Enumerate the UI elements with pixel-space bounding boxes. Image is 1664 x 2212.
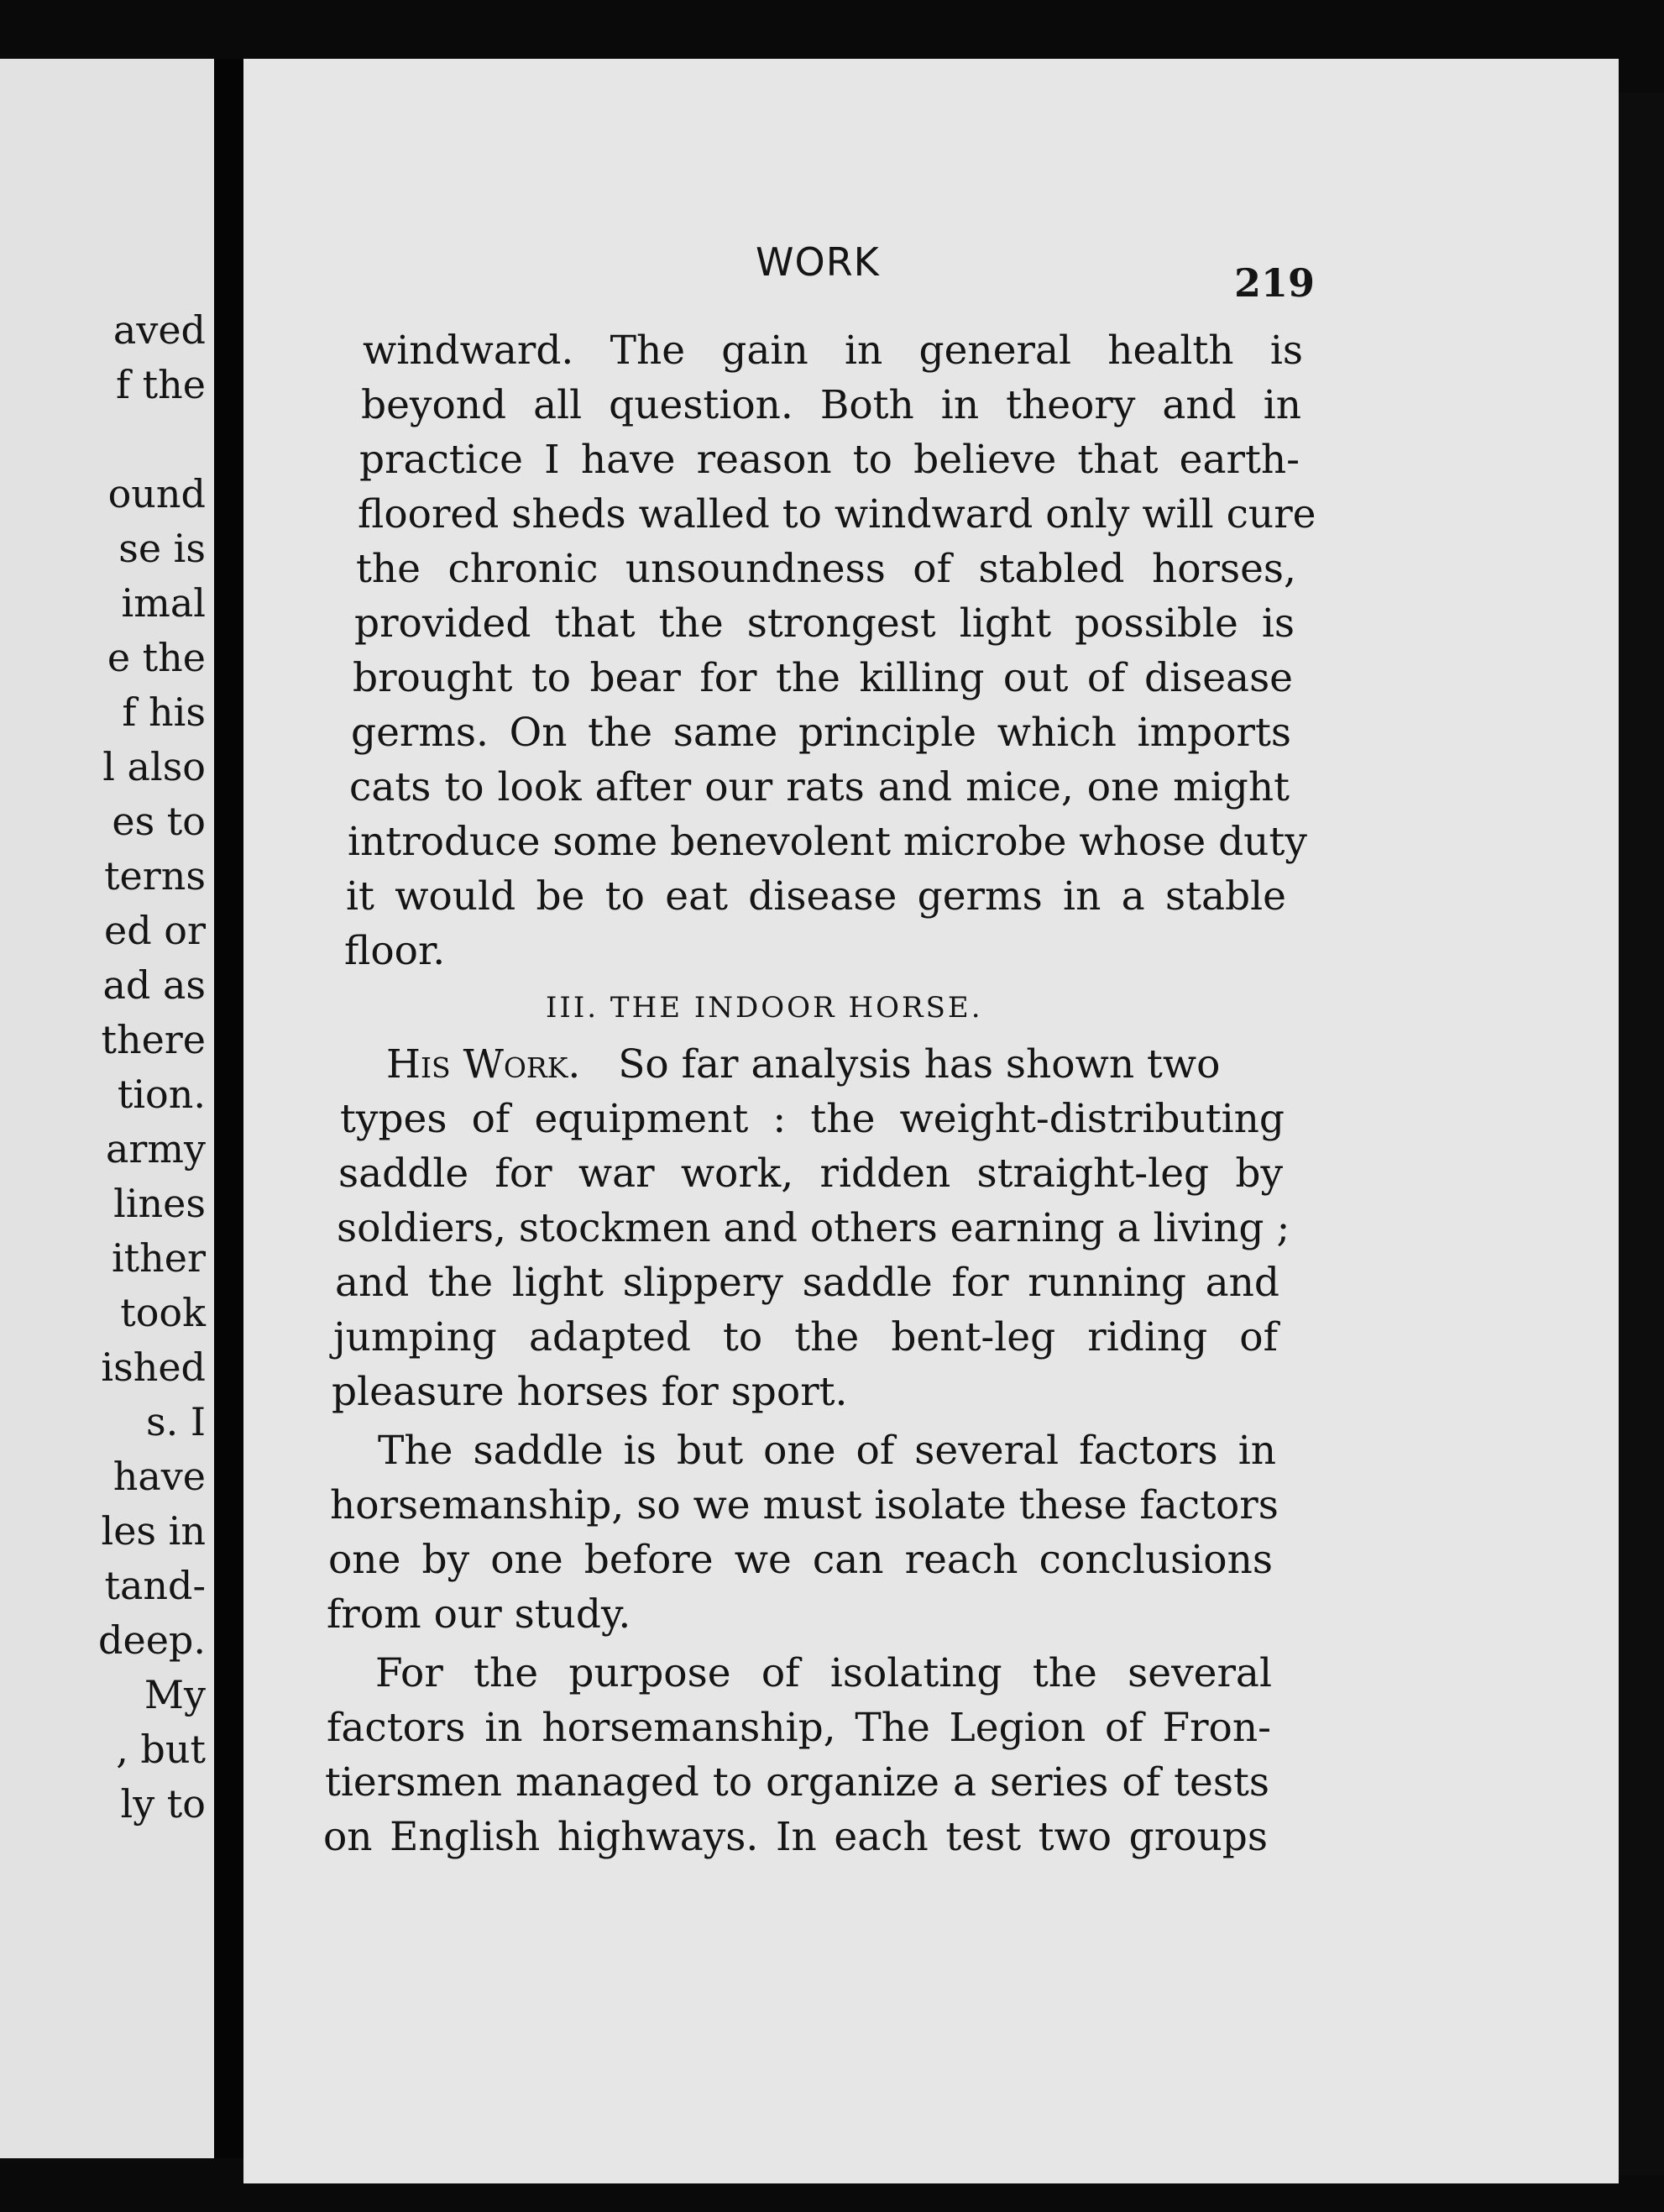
- left-page-line: e the: [107, 635, 206, 680]
- left-page-line: My: [144, 1672, 206, 1717]
- text-line: tiersmen managed to organize a series of tests: [325, 1759, 1269, 1806]
- left-page-line: ed or: [104, 908, 206, 953]
- text-line: practice I have reason to believe that earth-: [359, 437, 1300, 483]
- left-page-line: imal: [121, 580, 206, 626]
- left-page-line: aved: [113, 307, 206, 353]
- text-line: factors in horsemanship, The Legion of Fron-: [327, 1705, 1271, 1751]
- text-line: The saddle is but one of several factors in: [378, 1428, 1276, 1474]
- left-page-line: ither: [111, 1235, 206, 1281]
- left-page-line: there: [101, 1017, 206, 1062]
- left-page-line: f his: [122, 689, 206, 735]
- text-line: from our study.: [327, 1591, 631, 1638]
- left-page-line: ly to: [120, 1781, 206, 1827]
- page-number: 219: [1234, 260, 1316, 306]
- text-line: types of equipment : the weight-distributing: [340, 1096, 1285, 1142]
- left-page-line: les in: [101, 1508, 206, 1554]
- left-page-line: f the: [116, 362, 206, 407]
- text-line: the chronic unsoundness of stabled horses,: [356, 546, 1296, 592]
- text-line: cats to look after our rats and mice, one might: [349, 764, 1290, 810]
- left-page-line: ad as: [102, 962, 206, 1008]
- text-line: For the purpose of isolating the several: [375, 1650, 1272, 1696]
- left-page-line: army: [105, 1126, 206, 1172]
- text-line: saddle for war work, ridden straight-leg by: [338, 1151, 1283, 1197]
- text-line: [386, 1041, 1289, 1088]
- left-page-line: deep.: [98, 1617, 206, 1663]
- text-line: introduce some benevolent microbe whose duty: [348, 819, 1307, 865]
- running-head: WORK: [756, 239, 880, 285]
- left-page-line: es to: [112, 799, 206, 844]
- text-line: horsemanship, so we must isolate these factors: [330, 1482, 1279, 1528]
- text-line: on English highways. In each test two groups: [323, 1814, 1268, 1860]
- text-line: floored sheds walled to windward only will cure: [358, 491, 1316, 537]
- text-line: it would be to eat disease germs in a stable: [346, 873, 1286, 920]
- text-line: brought to bear for the killing out of disease: [353, 655, 1293, 701]
- section-heading: III. THE INDOOR HORSE.: [546, 991, 983, 1025]
- left-page-line: lines: [113, 1181, 206, 1226]
- adjacent-page: [0, 59, 214, 2158]
- left-page-line: l also: [102, 744, 206, 789]
- text-line: germs. On the same principle which imports: [351, 710, 1291, 756]
- page-edge: [1619, 92, 1664, 2175]
- left-page-line: have: [113, 1454, 206, 1499]
- left-page-line: tion.: [117, 1072, 206, 1117]
- text-line: pleasure horses for sport.: [332, 1369, 848, 1415]
- text-line: windward. The gain in general health is: [363, 328, 1303, 374]
- text-span: So far analysis has shown two: [618, 1041, 1221, 1088]
- run-in-heading: His Work.: [386, 1041, 581, 1088]
- text-line: and the light slippery saddle for running and: [335, 1260, 1279, 1306]
- text-line: floor.: [344, 928, 446, 974]
- left-page-line: terns: [104, 853, 206, 899]
- book-spine: [214, 59, 243, 2158]
- text-line: beyond all question. Both in theory and in: [361, 382, 1301, 428]
- left-page-line: se is: [118, 526, 206, 571]
- text-line: soldiers, stockmen and others earning a living ;: [337, 1205, 1290, 1251]
- text-line: provided that the strongest light possible is: [354, 600, 1295, 647]
- left-page-line: tand-: [104, 1563, 206, 1608]
- left-page-line: s. I: [145, 1399, 206, 1444]
- text-line: jumping adapted to the bent-leg riding of: [333, 1314, 1278, 1360]
- left-page-line: , but: [116, 1727, 206, 1772]
- left-page-line: ound: [107, 471, 206, 516]
- left-page-line: took: [120, 1290, 206, 1335]
- left-page-line: ished: [101, 1344, 206, 1390]
- text-line: one by one before we can reach conclusions: [328, 1537, 1273, 1583]
